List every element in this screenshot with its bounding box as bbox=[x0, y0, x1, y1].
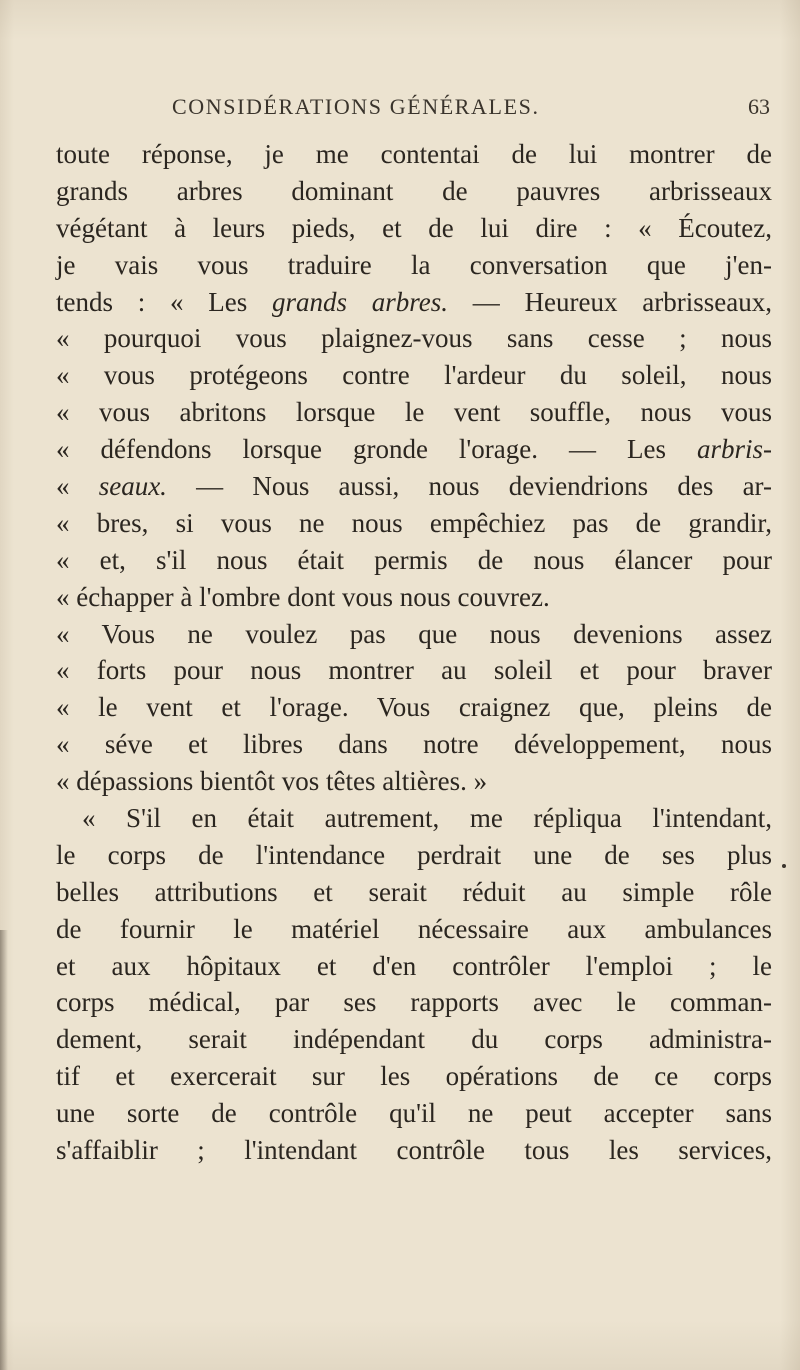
text-line: de fournir le matériel nécessaire aux ambulances bbox=[56, 913, 772, 944]
page-edge-shadow bbox=[0, 930, 8, 1370]
text-line: corps médical, par ses rapports avec le comman- bbox=[56, 987, 772, 1018]
text-line bbox=[56, 431, 772, 468]
text-run: — Heureux arbrisseaux, bbox=[448, 286, 772, 317]
text-line: « le vent et l'orage. Vous craignez que, pleins de bbox=[56, 692, 772, 723]
text-line: végétant à leurs pieds, et de lui dire : « Écoutez, bbox=[56, 212, 772, 243]
italic-text: arbris- bbox=[696, 434, 772, 465]
text-line: une sorte de contrôle qu'il ne peut accepter sans bbox=[56, 1098, 772, 1129]
text-line: toute réponse, je me contentai de lui montrer de bbox=[56, 139, 772, 169]
text-line: « forts pour nous montrer au soleil et pour braver bbox=[56, 655, 772, 686]
text-line: s'affaiblir ; l'intendant contrôle tous les services, bbox=[56, 1135, 772, 1166]
italic-text: seaux. bbox=[98, 471, 167, 502]
text-line: « et, s'il nous était permis de nous élancer pour bbox=[56, 544, 772, 575]
text-line: « vous abritons lorsque le vent souffle, nous vous bbox=[56, 397, 772, 428]
text-line: je vais vous traduire la conversation que j'en- bbox=[56, 249, 772, 280]
text-line: « S'il en était autrement, me répliqua l'intendant, bbox=[82, 803, 772, 834]
text-run: « défendons lorsque gronde l'orage. — Les bbox=[56, 434, 697, 465]
text-line bbox=[56, 468, 772, 505]
text-line: belles attributions et serait réduit au simple rôle bbox=[56, 876, 772, 907]
text-line: « dépassions bientôt vos têtes altières. » bbox=[56, 766, 488, 797]
body-text bbox=[56, 136, 772, 1169]
text-line bbox=[56, 284, 772, 321]
text-line: tif et exercerait sur les opérations de ce corps bbox=[56, 1061, 772, 1092]
text-line: « pourquoi vous plaignez-vous sans cesse ; nous bbox=[56, 323, 772, 354]
text-run: tends : « Les bbox=[56, 286, 273, 317]
text-line: le corps de l'intendance perdrait une de ses plus bbox=[56, 839, 772, 870]
text-run: — Nous aussi, nous deviendrions des ar- bbox=[166, 471, 772, 502]
text-run: « bbox=[56, 471, 99, 502]
text-line: « Vous ne voulez pas que nous devenions assez bbox=[56, 618, 772, 649]
ink-speck bbox=[782, 864, 786, 868]
running-head bbox=[172, 94, 770, 124]
italic-text: grands arbres. bbox=[272, 286, 449, 317]
text-line: « bres, si vous ne nous empêchiez pas de grandir, bbox=[56, 507, 772, 538]
page-number: 63 bbox=[748, 94, 770, 119]
text-line: et aux hôpitaux et d'en contrôler l'emploi ; le bbox=[56, 950, 772, 981]
text-line: « séve et libres dans notre développement, nous bbox=[56, 729, 772, 760]
text-line: « échapper à l'ombre dont vous nous couvrez. bbox=[56, 581, 550, 612]
text-line: « vous protégeons contre l'ardeur du soleil, nous bbox=[56, 360, 772, 391]
running-head-title: CONSIDÉRATIONS GÉNÉRALES. bbox=[172, 94, 540, 119]
text-line: dement, serait indépendant du corps administra- bbox=[56, 1024, 772, 1055]
text-line: grands arbres dominant de pauvres arbrisseaux bbox=[56, 175, 772, 206]
